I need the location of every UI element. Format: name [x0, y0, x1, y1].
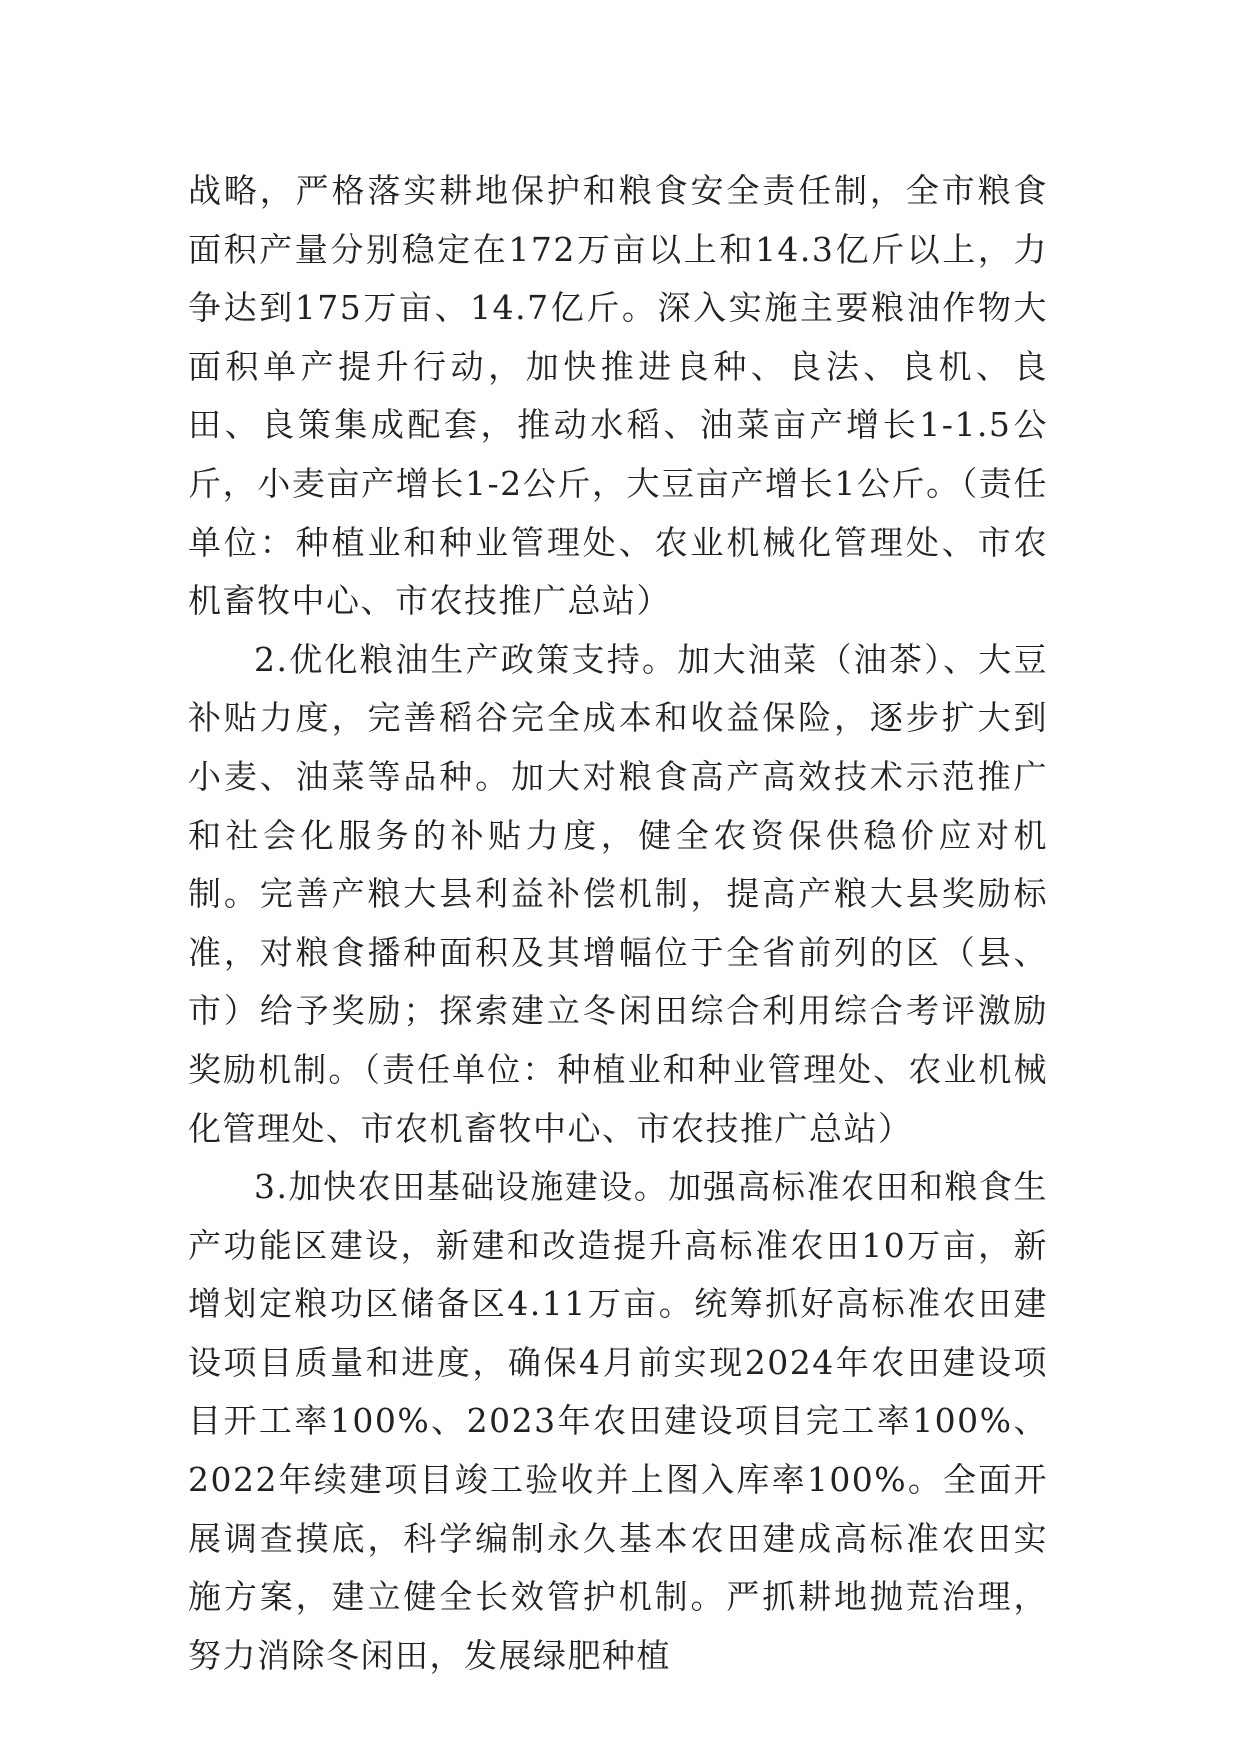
paragraph-1: 战略，严格落实耕地保护和粮食安全责任制，全市粮食面积产量分别稳定在172万亩以上和14.3亿斤以上，力争达到175万亩、14.7亿斤。深入实施主要粮油作物大面积单产提升行动，加快推进良种、良法、良机、良田、良策集成配套，推动水稻、油菜亩产增长1-1.5公斤，小麦亩产增长1-2公斤，大豆亩产增长1公斤。（责任单位：种植业和种业管理处、农业机械化管理处、市农机畜牧中心、市农技推广总站） — [188, 171, 1048, 621]
paragraph-3: 3.加快农田基础设施建设。加强高标准农田和粮食生产功能区建设，新建和改造提升高标准农田10万亩，新增划定粮功区储备区4.11万亩。统筹抓好高标准农田建设项目质量和进度，确保4月前实现2024年农田建设项目开工率100%、2023年农田建设项目完工率100%、2022年续建项目竣工验收并上图入库率100%。全面开展调查摸底，科学编制永久基本农田建成高标准农田实施方案，建立健全长效管护机制。严抓耕地抛荒治理，努力消除冬闲田，发展绿肥种植 — [188, 1167, 1048, 1675]
paragraph-2: 2.优化粮油生产政策支持。加大油菜（油茶）、大豆补贴力度，完善稻谷完全成本和收益保险，逐步扩大到小麦、油菜等品种。加大对粮食高产高效技术示范推广和社会化服务的补贴力度，健全农资保供稳价应对机制。完善产粮大县利益补偿机制，提高产粮大县奖励标准，对粮食播种面积及其增幅位于全省前列的区（县、市）给予奖励；探索建立冬闲田综合利用综合考评激励奖励机制。（责任单位：种植业和种业管理处、农业机械化管理处、市农机畜牧中心、市农技推广总站） — [188, 639, 1048, 1148]
document-body — [188, 162, 1048, 1685]
